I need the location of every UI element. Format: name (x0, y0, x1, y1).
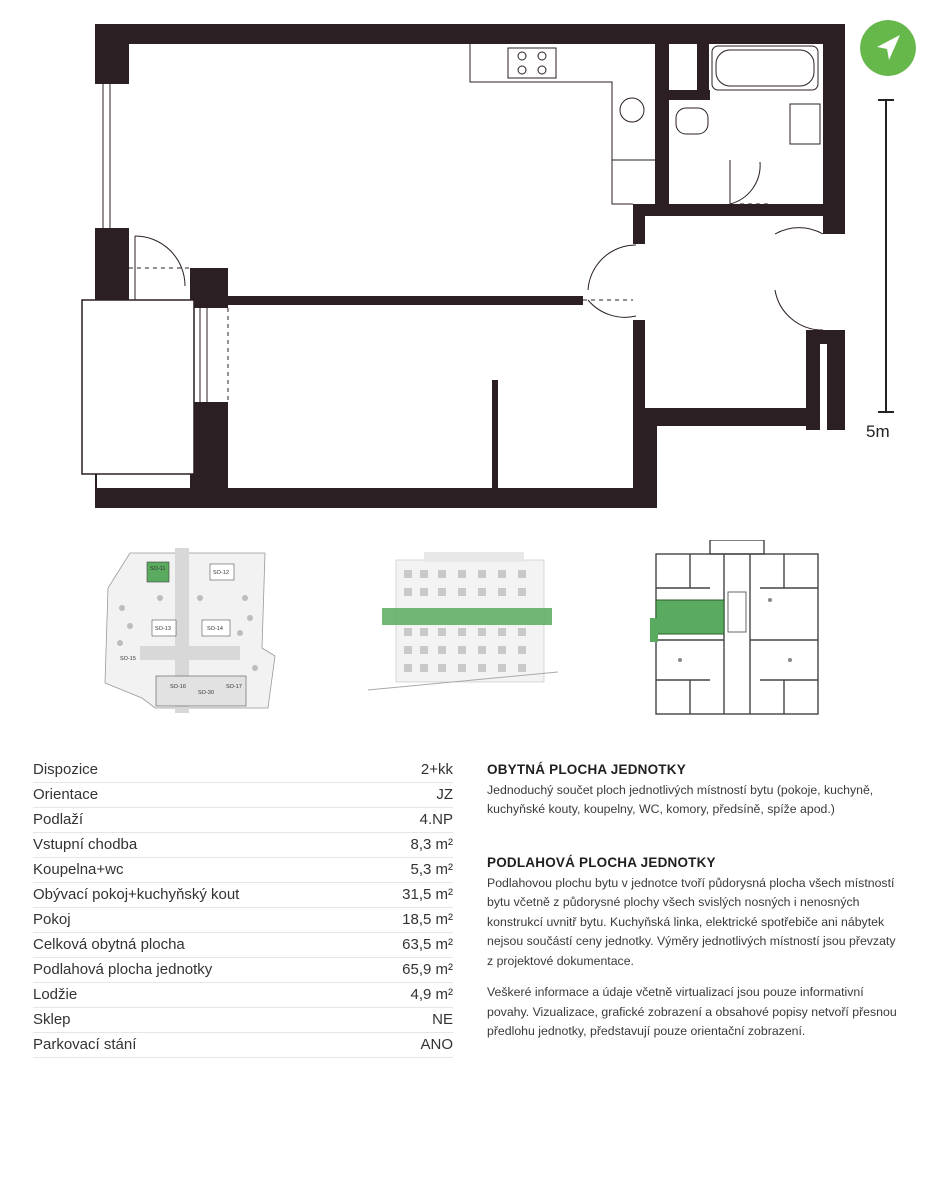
spec-value: 18,5 m² (402, 911, 453, 928)
spec-value: 4.NP (419, 811, 453, 828)
spec-row (33, 883, 453, 908)
spec-label: Sklep (33, 1011, 71, 1028)
spec-value: 65,9 m² (402, 961, 453, 978)
spec-row (33, 933, 453, 958)
obytna-plocha-section (487, 760, 897, 820)
spec-row (33, 1033, 453, 1058)
spec-row (33, 758, 453, 783)
podlahova-plocha-text: Podlahovou plochu bytu v jednotce tvoří půdorysná plocha všech místností bytu včetně z půdorysné plochy všech svislých nosných i nenosných konstrukcí uvnitř bytu. Kuchyňská linka, elektrické spotřebiče ani nábytek nejsou součástí ceny jednotky. Výměry jednotlivých místností jsou převzaty z projektové dokumentace. (487, 875, 896, 968)
spec-label: Celková obytná plocha (33, 936, 185, 953)
spec-row (33, 983, 453, 1008)
spec-row (33, 858, 453, 883)
north-arrow-icon (860, 20, 916, 76)
spec-value: NE (432, 1011, 453, 1028)
obytna-plocha-text: Jednoduchý součet ploch jednotlivých místností bytu (pokoje, kuchyně, kuchyňské kouty, koupelny, WC, komory, předsíně, spíže apod.) (487, 782, 874, 816)
spec-row (33, 1008, 453, 1033)
site-label-so-11: SO-11 (150, 566, 166, 572)
site-label-so-12: SO-12 (213, 570, 229, 576)
building-elevation-thumbnail (368, 548, 558, 696)
podlahova-plocha-title: PODLAHOVÁ PLOCHA JEDNOTKY (487, 855, 716, 870)
spec-label: Pokoj (33, 911, 71, 928)
site-label-so-30: SO-30 (198, 690, 214, 696)
spec-label: Vstupní chodba (33, 836, 138, 853)
disclaimer-section (487, 983, 897, 1042)
spec-row (33, 783, 453, 808)
spec-label: Orientace (33, 786, 99, 803)
spec-row (33, 908, 453, 933)
spec-value: 31,5 m² (402, 886, 453, 903)
site-label-so-15: SO-15 (120, 656, 136, 662)
site-label-so-13: SO-13 (155, 626, 171, 632)
site-plan-thumbnail (100, 548, 280, 716)
spec-value: ANO (420, 1036, 453, 1053)
floor-level-thumbnail (650, 540, 824, 718)
podlahova-plocha-section (487, 853, 897, 971)
spec-label: Koupelna+wc (33, 861, 124, 878)
spec-label: Podlaží (33, 811, 84, 828)
obytna-plocha-title: OBYTNÁ PLOCHA JEDNOTKY (487, 762, 686, 777)
scale-label: 5m (866, 422, 890, 441)
spec-table (33, 758, 453, 1058)
site-label-so-16: SO-16 (170, 684, 186, 690)
site-label-so-14: SO-14 (207, 626, 223, 632)
spec-value: JZ (436, 786, 453, 803)
spec-label: Podlahová plocha jednotky (33, 961, 213, 978)
floor-plan (0, 0, 929, 520)
spec-label: Dispozice (33, 761, 99, 778)
spec-label: Lodžie (33, 986, 78, 1003)
spec-value: 2+kk (420, 761, 453, 778)
spec-row (33, 808, 453, 833)
scale-bar (862, 96, 912, 446)
site-label-so-17: SO-17 (226, 684, 242, 690)
spec-value: 5,3 m² (410, 861, 453, 878)
spec-label: Parkovací stání (33, 1036, 137, 1053)
spec-row (33, 833, 453, 858)
spec-value: 63,5 m² (402, 936, 453, 953)
spec-value: 8,3 m² (410, 836, 453, 853)
disclaimer-text: Veškeré informace a údaje včetně virtualizací jsou pouze informativní povahy. Vizualizace, grafické zobrazení a obsahové popisy netvoří přesnou předlohu jednotky, představují pouze orientační zobrazení. (487, 985, 897, 1038)
spec-value: 4,9 m² (410, 986, 453, 1003)
spec-label: Obývací pokoj+kuchyňský kout (33, 886, 240, 903)
spec-row (33, 958, 453, 983)
